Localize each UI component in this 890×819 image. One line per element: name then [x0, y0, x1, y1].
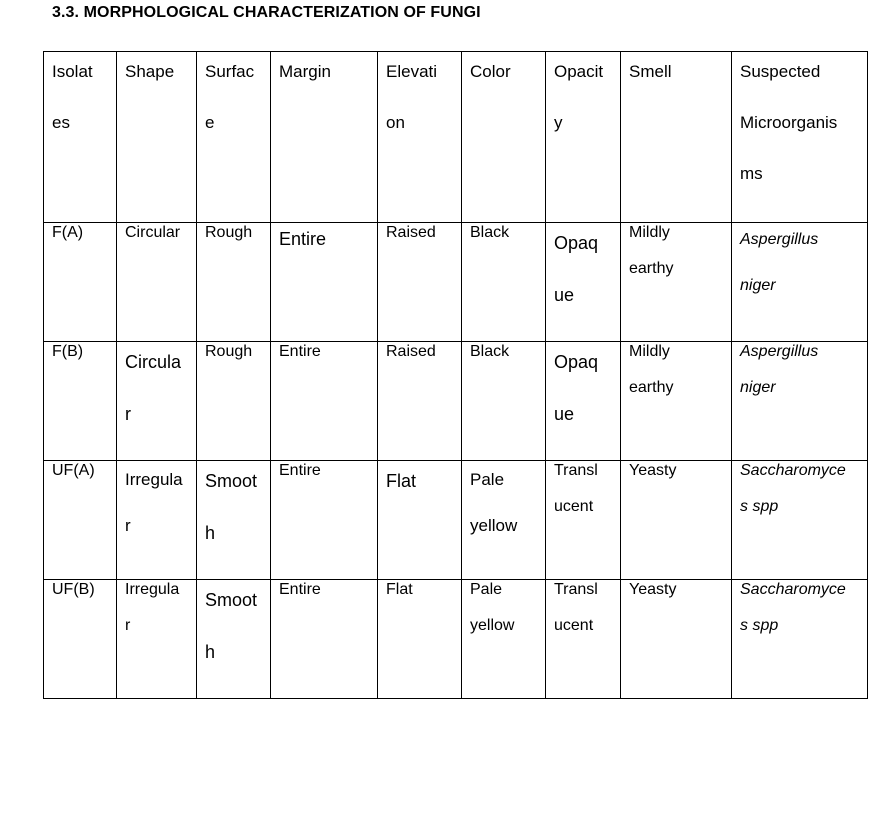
- fungi-characterization-table: [43, 51, 868, 699]
- table-cell: Irregula r: [117, 461, 197, 580]
- table-row: [44, 580, 868, 699]
- table-cell: Entire: [271, 461, 378, 580]
- table-cell: Transl ucent: [546, 580, 621, 699]
- table-cell: Black: [462, 342, 546, 461]
- table-cell: Opaq ue: [546, 223, 621, 342]
- table-cell: Flat: [378, 461, 462, 580]
- table-cell: F(B): [44, 342, 117, 461]
- table-cell: Black: [462, 223, 546, 342]
- table-cell: Circular: [117, 223, 197, 342]
- header-cell-shape: Shape: [117, 52, 197, 223]
- table-cell: Aspergillus niger: [732, 223, 868, 342]
- table-cell: UF(B): [44, 580, 117, 699]
- header-cell-suspected-microorganisms: Suspected Microorganis ms: [732, 52, 868, 223]
- table-cell: Yeasty: [621, 461, 732, 580]
- header-cell-elevation: Elevati on: [378, 52, 462, 223]
- table-row: [44, 461, 868, 580]
- header-cell-surface: Surfac e: [197, 52, 271, 223]
- header-cell-opacity: Opacit y: [546, 52, 621, 223]
- section-heading: 3.3. MORPHOLOGICAL CHARACTERIZATION OF FUNGI: [52, 4, 481, 21]
- header-cell-color: Color: [462, 52, 546, 223]
- table-cell: Smoot h: [197, 461, 271, 580]
- header-cell-margin: Margin: [271, 52, 378, 223]
- table-cell: Yeasty: [621, 580, 732, 699]
- table-cell: Flat: [378, 580, 462, 699]
- table-cell: Saccharomyce s spp: [732, 461, 868, 580]
- table-cell: Mildly earthy: [621, 223, 732, 342]
- table-cell: Raised: [378, 342, 462, 461]
- table-cell: Rough: [197, 342, 271, 461]
- table-row: [44, 342, 868, 461]
- table-cell: Pale yellow: [462, 580, 546, 699]
- table-cell: Entire: [271, 580, 378, 699]
- table-cell: Rough: [197, 223, 271, 342]
- table-cell: Pale yellow: [462, 461, 546, 580]
- table-cell: Aspergillus niger: [732, 342, 868, 461]
- table-cell: F(A): [44, 223, 117, 342]
- table-header-row: [44, 52, 868, 223]
- table-cell: Smoot h: [197, 580, 271, 699]
- header-cell-smell: Smell: [621, 52, 732, 223]
- table-cell: Raised: [378, 223, 462, 342]
- table-cell: Irregula r: [117, 580, 197, 699]
- table-cell: Entire: [271, 342, 378, 461]
- table-cell: Transl ucent: [546, 461, 621, 580]
- table-cell: UF(A): [44, 461, 117, 580]
- table-cell: Opaq ue: [546, 342, 621, 461]
- table-cell: Mildly earthy: [621, 342, 732, 461]
- table-cell: Entire: [271, 223, 378, 342]
- table-row: [44, 223, 868, 342]
- header-cell-isolates: Isolat es: [44, 52, 117, 223]
- table-cell: Circula r: [117, 342, 197, 461]
- table-cell: Saccharomyce s spp: [732, 580, 868, 699]
